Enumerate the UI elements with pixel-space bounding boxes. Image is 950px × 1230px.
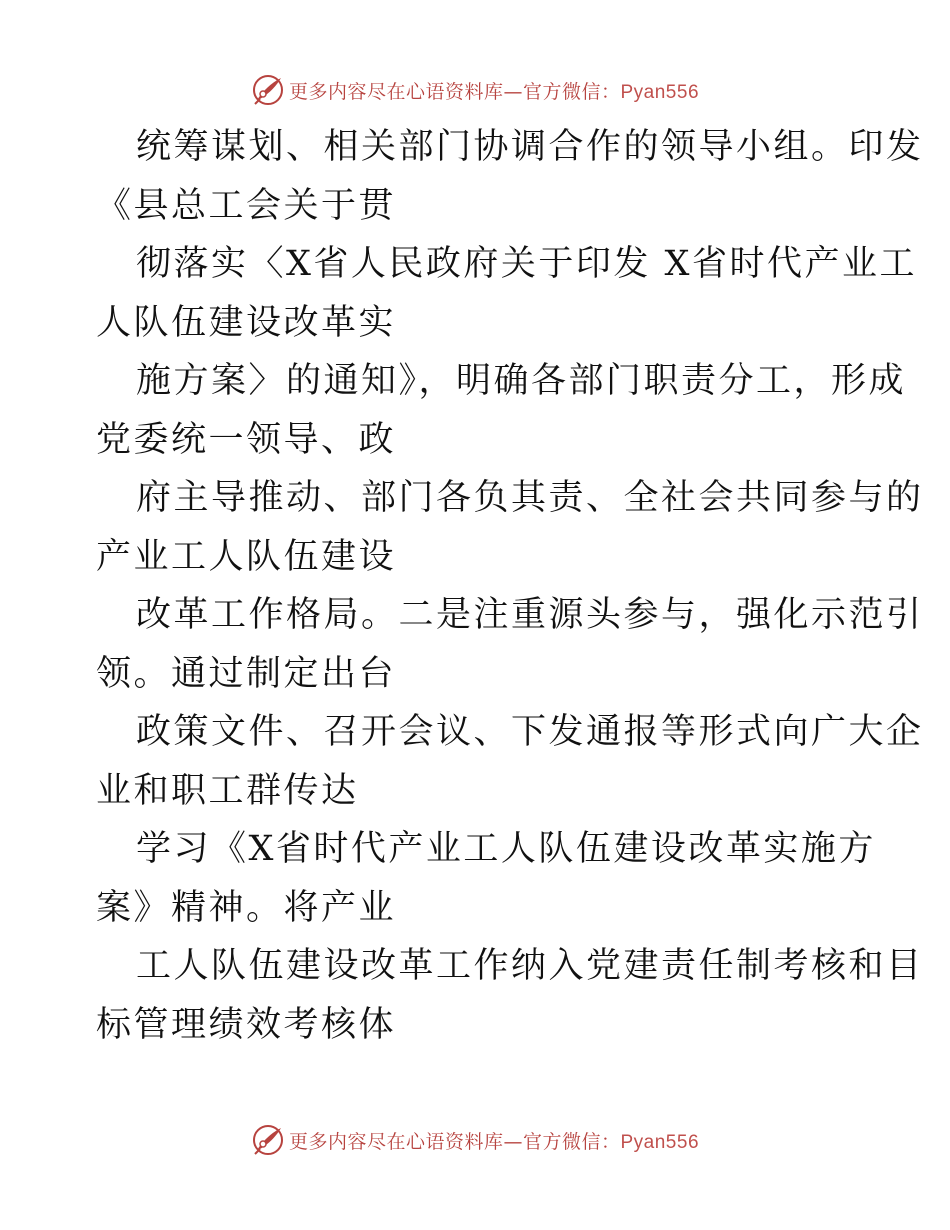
body-line: 彻落实〈X省人民政府关于印发 X省时代产业工 (136, 244, 917, 284)
body-line: 统筹谋划、相关部门协调合作的领导小组。印发 (136, 127, 924, 167)
body-line: 政策文件、召开会议、下发通报等形式向广大企 (136, 712, 924, 752)
body-line: 人队伍建设改革实 (96, 302, 397, 343)
body-line: 施方案〉的通知》，明确各部门职责分工，形成 (136, 361, 907, 401)
body-line: 府主导推动、部门各负其责、全社会共同参与的 (136, 478, 924, 518)
footer-watermark-dash: — (503, 1130, 523, 1153)
footer-watermark-text (289, 1127, 699, 1154)
body-line: 标管理绩效考核体 (96, 1004, 397, 1045)
body-line: 改革工作格局。二是注重源头参与，强化示范引 (136, 595, 924, 635)
footer-wechat-id: Pyan556 (620, 1131, 700, 1153)
header-wechat-id: Pyan556 (620, 81, 700, 103)
feather-pen-seal-icon (251, 73, 285, 107)
body-line: 工人队伍建设改革工作纳入党建责任制考核和目 (136, 946, 924, 986)
body-line: 业和职工群传达 (96, 770, 359, 811)
footer-watermark-main: 更多内容尽在心语资料库 (288, 1130, 504, 1153)
header-watermark-main: 更多内容尽在心语资料库 (288, 80, 504, 103)
header-watermark-dash: — (503, 80, 523, 103)
body-line: 产业工人队伍建设 (96, 536, 397, 577)
body-line: 学习《X省时代产业工人队伍建设改革实施方 (136, 829, 876, 869)
body-line: 党委统一领导、政 (96, 419, 397, 460)
footer-wechat-label: 官方微信： (522, 1130, 621, 1153)
body-line: 案》精神。将产业 (96, 887, 397, 928)
body-line: 《县总工会关于贯 (96, 185, 397, 226)
feather-pen-seal-icon (251, 1123, 285, 1157)
footer-watermark-banner (0, 1120, 950, 1160)
header-watermark-banner (0, 70, 950, 110)
document-body (96, 118, 924, 1054)
header-wechat-label: 官方微信： (522, 80, 621, 103)
header-watermark-text (289, 77, 699, 104)
body-line: 领。通过制定出台 (96, 653, 397, 694)
